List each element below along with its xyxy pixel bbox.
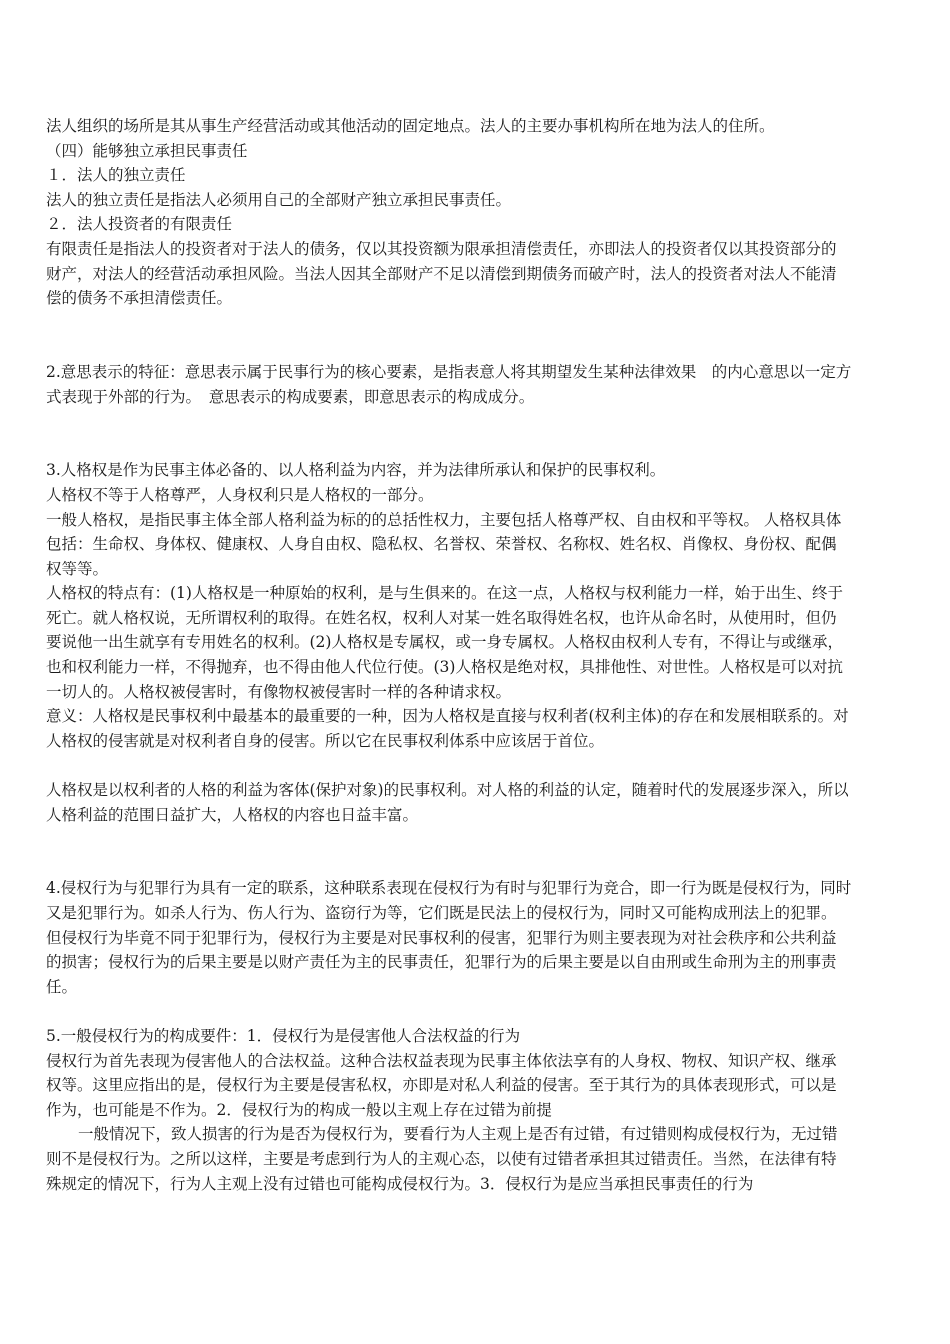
spacer <box>46 311 908 360</box>
paragraph-tort-elements <box>46 1024 908 1196</box>
text-line: 人格利益的范围日益扩大，人格权的内容也日益丰富。 <box>46 805 419 824</box>
paragraph-tort-vs-crime <box>46 876 908 999</box>
text-line: 的损害；侵权行为的后果主要是以财产责任为主的民事责任，犯罪行为的后果主要是以自由刑或生命刑为主的刑事责 <box>46 953 837 972</box>
text-line: 作为，也可能是不作为。2．侵权行为的构成一般以主观上存在过错为前提 <box>46 1100 552 1119</box>
text-line: 权等。这里应指出的是，侵权行为主要是侵害私权，亦即是对私人利益的侵害。至于其行为的具体表现形式，可以是 <box>46 1076 837 1095</box>
text-line: 法人的独立责任是指法人必须用自己的全部财产独立承担民事责任。 <box>46 190 512 209</box>
text-line: 财产，对法人的经营活动承担风险。当法人因其全部财产不足以清偿到期债务而破产时，法人的投资者对法人不能清 <box>46 264 837 283</box>
text-line: 有限责任是指法人的投资者对于法人的债务，仅以其投资额为限承担清偿责任，亦即法人的投资者仅以其投资部分的 <box>46 239 837 258</box>
text-line: 死亡。就人格权说，无所谓权利的取得。在姓名权，权利人对某一姓名取得姓名权，也许从命名时，从使用时，但仍 <box>46 608 837 627</box>
spacer <box>46 409 908 458</box>
sub-heading: ２．法人投资者的有限责任 <box>46 215 233 234</box>
text-line: 式表现于外部的行为。 意思表示的构成要素，即意思表示的构成成分。 <box>46 387 535 406</box>
text-line: 一切人的。人格权被侵害时，有像物权被侵害时一样的各种请求权。 <box>46 682 512 701</box>
sub-heading: １．法人的独立责任 <box>46 166 186 185</box>
text-line: 意义：人格权是民事权利中最基本的最重要的一种，因为人格权是直接与权利者(权利主体)的存在和发展相联系的。对 <box>46 707 849 726</box>
spacer <box>46 753 908 778</box>
text-line: 人格权的特点有：(1)人格权是一种原始的权利，是与生俱来的。在这一点，人格权与权利能力一样，始于出生、终于 <box>46 584 843 603</box>
text-line: 4.侵权行为与犯罪行为具有一定的联系，这种联系表现在侵权行为有时与犯罪行为竞合，即一行为既是侵权行为，同时 <box>46 879 852 898</box>
text-line: 人格权不等于人格尊严，人身权利只是人格权的一部分。 <box>46 485 434 504</box>
text-line: 2.意思表示的特征：意思表示属于民事行为的核心要素，是指表意人将其期望发生某种法律效果 的内心意思以一定方 <box>46 362 852 381</box>
text-line: 5.一般侵权行为的构成要件：1．侵权行为是侵害他人合法权益的行为 <box>46 1026 521 1045</box>
text-line: 一般人格权，是指民事主体全部人格利益为标的的总括性权力，主要包括人格尊严权、自由权和平等权。 人格权具体 <box>46 510 842 529</box>
paragraph-personality-right <box>46 458 908 753</box>
text-line: 但侵权行为毕竟不同于犯罪行为，侵权行为主要是对民事权利的侵害，犯罪行为则主要表现为对社会秩序和公共利益 <box>46 928 837 947</box>
paragraph-intent-expression <box>46 360 908 409</box>
text-line: 偿的债务不承担清偿责任。 <box>46 289 233 308</box>
document-page <box>46 114 908 1196</box>
text-line: 殊规定的情况下，行为人主观上没有过错也可能构成侵权行为。3．侵权行为是应当承担民事责任的行为 <box>46 1174 754 1193</box>
text-line: 人格权的侵害就是对权利者自身的侵害。所以它在民事权利体系中应该居于首位。 <box>46 731 605 750</box>
spacer <box>46 999 908 1024</box>
text-line: 权等等。 <box>46 559 109 578</box>
text-line: 要说他一出生就享有专用姓名的权利。(2)人格权是专属权，或一身专属权。人格权由权利人专有，不得让与或继承， <box>46 633 843 652</box>
text-line: 法人组织的场所是其从事生产经营活动或其他活动的固定地点。法人的主要办事机构所在地为法人的住所。 <box>46 117 775 135</box>
spacer <box>46 827 908 876</box>
text-line: 任。 <box>46 977 78 996</box>
text-line: 又是犯罪行为。如杀人行为、伤人行为、盗窃行为等，它们既是民法上的侵权行为，同时又可能构成刑法上的犯罪。 <box>46 904 837 922</box>
text-line: 3.人格权是作为民事主体必备的、以人格利益为内容，并为法律所承认和保护的民事权利。 <box>46 461 666 480</box>
section-heading: （四）能够独立承担民事责任 <box>46 141 248 160</box>
text-line: 一般情况下，致人损害的行为是否为侵权行为，要看行为人主观上是否有过错，有过错则构成侵权行为，无过错 <box>78 1125 838 1144</box>
text-line: 包括：生命权、身体权、健康权、人身自由权、隐私权、名誉权、荣誉权、名称权、姓名权、肖像权、身份权、配偶 <box>46 535 837 554</box>
text-line: 人格权是以权利者的人格的利益为客体(保护对象)的民事权利。对人格的利益的认定，随着时代的发展逐步深入，所以 <box>46 781 849 800</box>
paragraph-personality-object <box>46 778 908 827</box>
text-line: 侵权行为首先表现为侵害他人的合法权益。这种合法权益表现为民事主体依法享有的人身权、物权、知识产权、继承 <box>46 1051 837 1070</box>
text-line: 也和权利能力一样，不得抛弃，也不得由他人代位行使。(3)人格权是绝对权，具排他性、对世性。人格权是可以对抗 <box>46 658 843 677</box>
paragraph-legal-person <box>46 114 908 311</box>
text-line: 则不是侵权行为。之所以这样，主要是考虑到行为人的主观心态，以使有过错者承担其过错责任。当然，在法律有特 <box>46 1149 837 1168</box>
